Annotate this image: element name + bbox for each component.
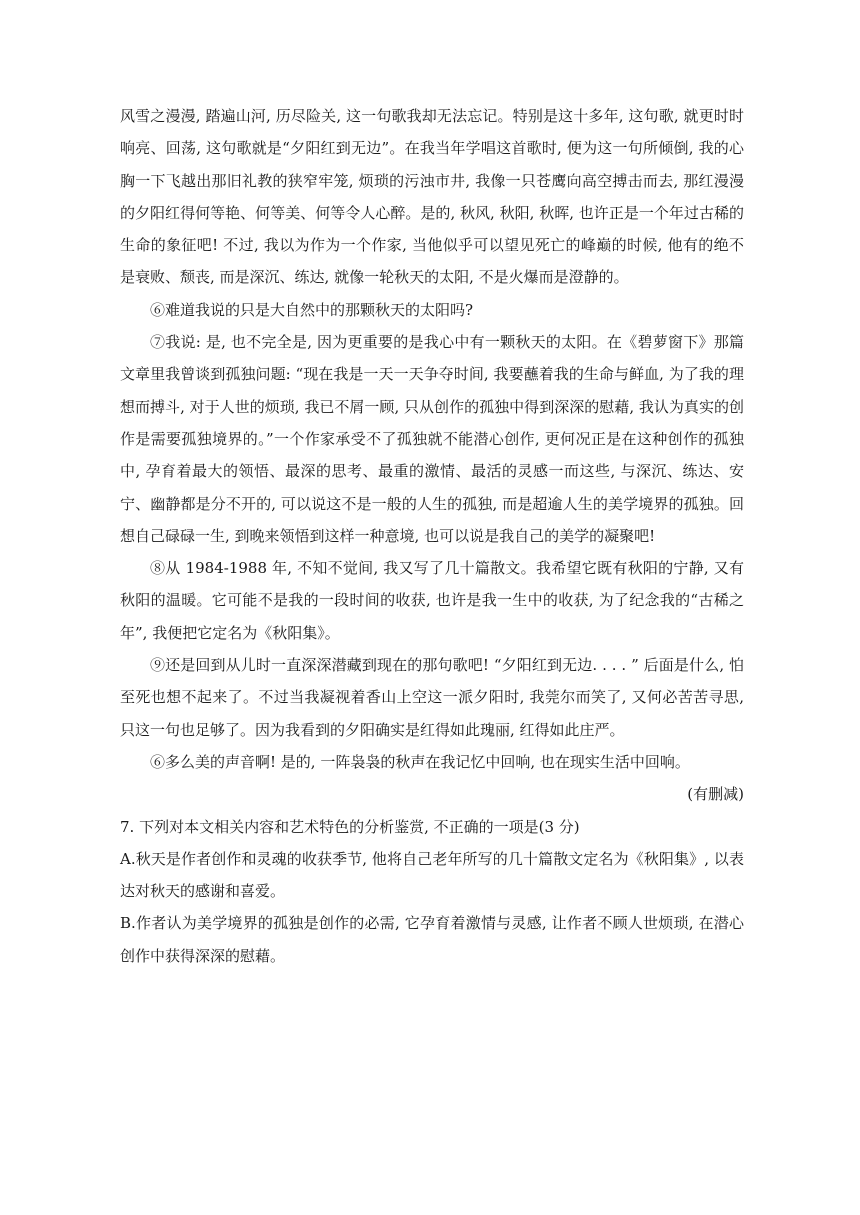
paragraph-continued: 风雪之漫漫, 踏遍山河, 历尽险关, 这一句歌我却无法忘记。特别是这十多年, 这句歌, 就更时时响亮、回荡, 这句歌就是“夕阳红到无边”。在我当年学唱这首歌时, 便为这一句所倾倒, 我的心胸一下飞越出那旧礼教的狭窄牢笼, 烦琐的污浊市井, 我像一只苍鹰向高空搏击而去, 那红漫漫的夕阳红得何等艳、何等美、何等令人心醉。是的, 秋风, 秋阳, 秋晖, 也许正是一个年过古稀的生命的象征吧! 不过, 我以为作为一个作家, 当他似乎可以望见死亡的峰巅的时候, 他有的绝不是衰败、颓丧, 而是深沉、练达, 就像一轮秋天的太阳, 不是火爆而是澄静的。 xyxy=(120,107,744,287)
abridged-note: (有删减) xyxy=(687,785,744,804)
paragraph-6: ⑥难道我说的只是大自然中的那颗秋天的太阳吗? xyxy=(150,300,474,319)
paragraph-8: ⑧从 1984-1988 年, 不知不觉间, 我又写了几十篇散文。我希望它既有秋阳的宁静, 又有秋阳的温暖。它可能不是我的一段时间的收获, 也许是我一生中的收获, 为了纪念我的“古稀之年”, 我便把它定名为《秋阳集》。 xyxy=(120,559,744,642)
paragraph-7: ⑦我说: 是, 也不完全是, 因为更重要的是我心中有一颗秋天的太阳。在《碧萝窗下》那篇文章里我曾谈到孤独问题: “现在我是一天一天争夺时间, 我要蘸着我的生命与鲜血, 为了我的理想而搏斗, 对于人世的烦琐, 我已不屑一顾, 只从创作的孤独中得到深深的慰藉, 我认为真实的创作是需要孤独境界的。”一个作家承受不了孤独就不能潜心创作, 更何况正是在这种创作的孤独中, 孕育着最大的领悟、最深的思考、最重的激情、最活的灵感一而这些, 与深沉、练达、安宁、幽静都是分不开的, 可以说这不是一般的人生的孤独, 而是超逾人生的美学境界的孤独。回想自己碌碌一生, 到晚来领悟到这样一种意境, 也可以说是我自己的美学的凝聚吧! xyxy=(120,333,744,545)
document-page xyxy=(120,100,744,972)
paragraph-10: ⑥多么美的声音啊! 是的, 一阵袅袅的秋声在我记忆中回响, 也在现实生活中回响。 xyxy=(150,752,690,771)
option-b: B.作者认为美学境界的孤独是创作的必需, 它孕育着激情与灵感, 让作者不顾人世烦琐, 在潜心创作中获得深深的慰藉。 xyxy=(120,914,744,965)
question-stem: 7. 下列对本文相关内容和艺术特色的分析鉴赏, 不正确的一项是(3 分) xyxy=(120,817,580,836)
option-a: A.秋天是作者创作和灵魂的收获季节, 他将自己老年所写的几十篇散文定名为《秋阳集》, 以表达对秋天的感谢和喜爱。 xyxy=(120,849,744,901)
paragraph-9: ⑨还是回到从儿时一直深深潜藏到现在的那句歌吧! “夕阳红到无边. . . . ” 后面是什么, 怕至死也想不起来了。不过当我凝视着香山上空这一派夕阳时, 我莞尔而笑了, 又何必苦苦寻思, 只这一句也足够了。因为我看到的夕阳确实是红得如此瑰丽, 红得如此庄严。 xyxy=(120,656,744,739)
